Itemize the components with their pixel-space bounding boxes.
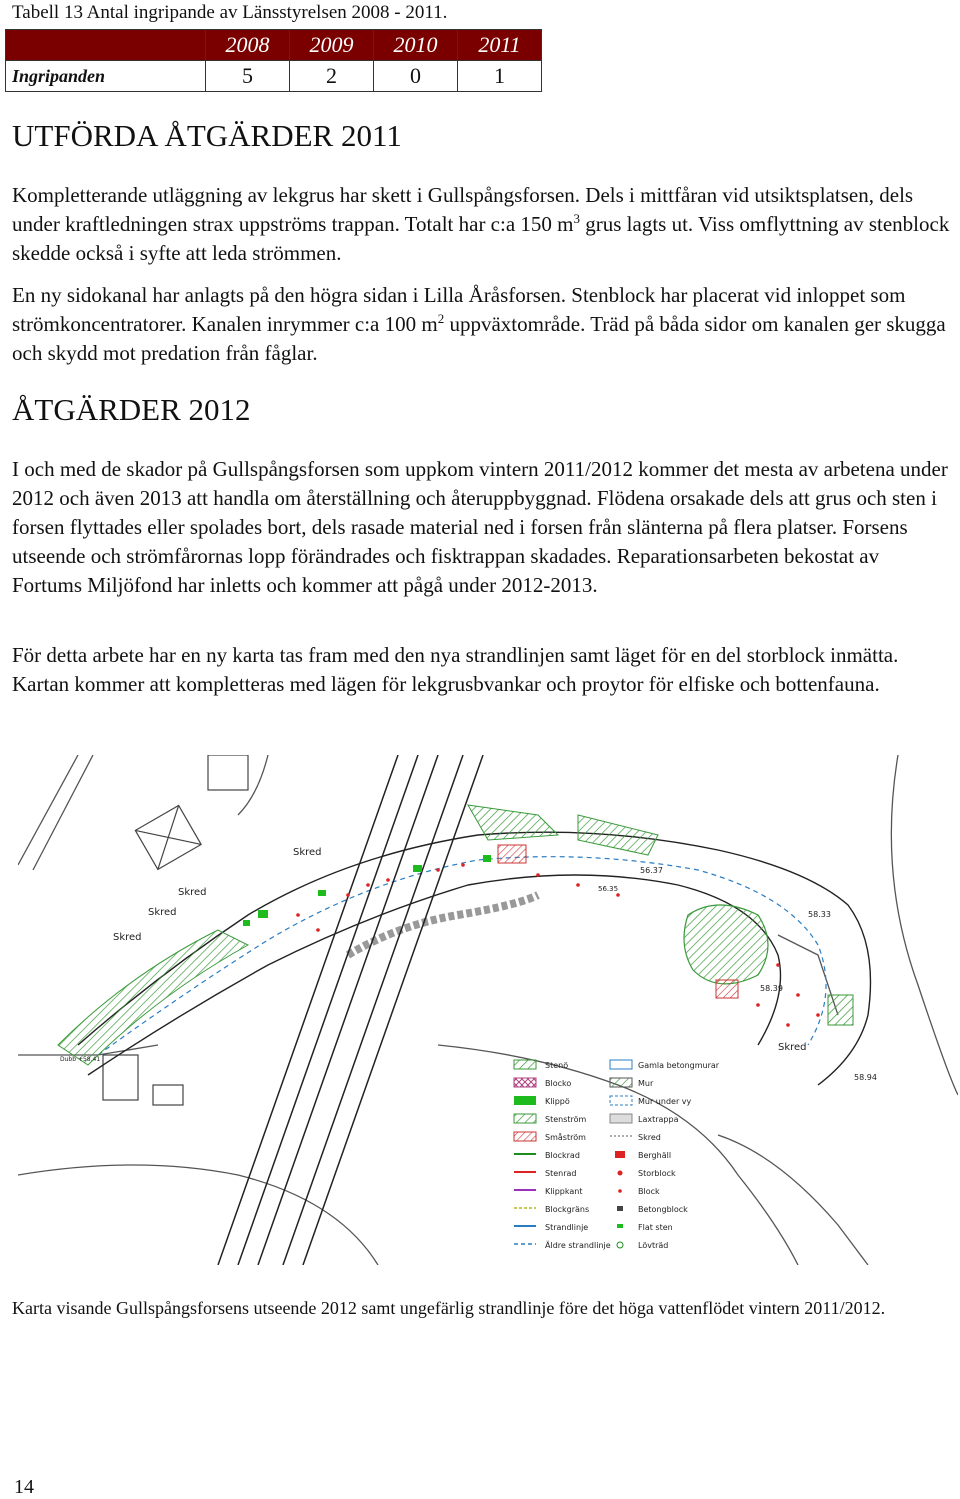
legend-item: Äldre strandlinje <box>545 1241 611 1250</box>
legend-item: Småström <box>545 1133 586 1142</box>
stone-island <box>684 905 768 984</box>
red-hatch-area <box>498 845 526 863</box>
map-small-label: 56.35 <box>598 885 619 893</box>
legend-item: Mur <box>638 1079 654 1088</box>
page-number: 14 <box>14 1476 34 1498</box>
legend-swatch <box>617 1224 623 1228</box>
superscript: 3 <box>573 211 580 226</box>
paragraph-gravel <box>12 181 952 268</box>
paragraph-text: grus lagts ut. Viss omflyttning av stenblock skedde också i syfte att leda strömmen. <box>12 212 950 265</box>
legend-item: Laxtrappa <box>638 1115 679 1124</box>
legend-swatch <box>617 1242 623 1248</box>
red-hatch-area <box>716 980 738 998</box>
table-cell: 1 <box>458 61 542 92</box>
superscript: 2 <box>437 311 445 326</box>
table-row-label: Ingripanden <box>6 61 206 92</box>
paragraph-text: Kompletterande utläggning av lekgrus har skett i Gullspångsforsen. Dels i mittfåran vid utsiktsplatsen, dels under kraftledningen strax uppströms trappan. Totalt har c:a 150 m <box>12 183 914 236</box>
legend-swatch <box>514 1096 536 1105</box>
legend-swatch <box>514 1060 536 1069</box>
table-header-year: 2011 <box>458 30 542 61</box>
legend-item: Block <box>638 1187 660 1196</box>
river-map <box>18 755 958 1265</box>
legend-item: Flat sten <box>638 1223 673 1232</box>
legend-item: Klippö <box>545 1097 570 1106</box>
paragraph-new-map: För detta arbete har en ny karta tas fram med den nya strandlinjen samt läget för en del storblock inmätta. Kartan kommer att kompletteras med lägen för lekgrusbvankar och proytor för elfiske och bottenfauna. <box>12 643 899 696</box>
table-cell: 5 <box>206 61 290 92</box>
table-row <box>6 61 542 92</box>
stone-bank-hatching <box>578 815 658 855</box>
legend-item: Strandlinje <box>545 1223 589 1232</box>
legend-item: Stenö <box>545 1061 569 1070</box>
stone-patch <box>828 995 853 1025</box>
legend-item: Gamla betongmurar <box>638 1061 720 1070</box>
legend-item: Berghäll <box>638 1151 672 1160</box>
table-caption: Tabell 13 Antal ingripande av Länsstyrelsen 2008 - 2011. <box>12 2 448 23</box>
table-header-year: 2010 <box>374 30 458 61</box>
map-label-skred: Skred <box>113 932 142 943</box>
table-cell: 0 <box>374 61 458 92</box>
map-label-skred: Skred <box>148 907 177 918</box>
map-elevation: 58.33 <box>808 910 831 919</box>
legend-item: Storblock <box>638 1169 676 1178</box>
legend-item: Betongblock <box>638 1205 688 1214</box>
legend-item: Stenrad <box>545 1169 577 1178</box>
table-header-blank <box>6 30 206 61</box>
legend-swatch <box>514 1114 536 1123</box>
paragraph-side-channel <box>12 281 952 368</box>
legend-item: Lövträd <box>638 1241 669 1250</box>
paragraph-text: uppväxtområde. Träd på båda sidor om kanalen ger skugga och skydd mot predation från fåglar. <box>12 312 946 365</box>
map-elevation: 58.39 <box>760 984 783 993</box>
legend-item: Blocko <box>545 1079 572 1088</box>
section-heading-2012: ÅTGÄRDER 2012 <box>12 392 251 427</box>
power-lines <box>218 755 483 1265</box>
legend-swatch <box>514 1132 536 1141</box>
table-header-year: 2008 <box>206 30 290 61</box>
map-label-skred: Skred <box>293 847 322 858</box>
paragraph-text: En ny sidokanal har anlagts på den högra sidan i Lilla Åråsforsen. Stenblock har placerat vid inloppet som strömkoncentratorer. Kanalen inrymmer c:a 100 m <box>12 283 906 336</box>
fish-ladder <box>348 895 538 955</box>
paragraph-damage: I och med de skador på Gullspångsforsen som uppkom vintern 2011/2012 kommer det mesta av arbetena under 2012 och även 2013 att handla om återställning och återuppbyggnad. Flödena orsakade dels att grus och sten i forsen flyttades eller spolades bort, dels rasade material ned i forsen från slänterna på flera platser. Forsens utseende och strömfårornas lopp förändrades och fisktrappan skadades. Reparationsarbeten bekostat av Fortums Miljöfond har inletts och kommer att pågå under 2012-2013. <box>12 457 948 597</box>
legend-swatch <box>610 1096 632 1105</box>
map-label-skred: Skred <box>778 1042 807 1053</box>
map-small-label: Dubb +58.41 <box>60 1056 101 1063</box>
statistics-table <box>5 29 542 92</box>
legend-item: Skred <box>638 1133 661 1142</box>
legend-item: Stenström <box>545 1115 587 1124</box>
legend-swatch <box>514 1078 536 1087</box>
map-caption: Karta visande Gullspångsforsens utseende 2012 samt ungefärlig strandlinje före det höga vattenflödet vintern 2011/2012. <box>12 1298 886 1318</box>
map-legend <box>514 1060 720 1250</box>
legend-item: Blockgräns <box>545 1205 590 1214</box>
legend-swatch <box>618 1189 622 1193</box>
legend-swatch <box>610 1060 632 1069</box>
legend-item: Blockrad <box>545 1151 580 1160</box>
legend-item: Klippkant <box>545 1187 583 1196</box>
legend-left-column <box>514 1060 611 1250</box>
legend-swatch <box>618 1171 623 1176</box>
legend-swatch <box>610 1078 632 1087</box>
table-header-row <box>6 30 542 61</box>
table-header-year: 2009 <box>290 30 374 61</box>
map-elevation: 56.37 <box>640 866 663 875</box>
map-elevation: 58.94 <box>854 1073 877 1082</box>
legend-swatch <box>610 1114 632 1123</box>
legend-swatch <box>615 1151 625 1158</box>
legend-swatch <box>617 1206 623 1211</box>
legend-item: Mur under vy <box>638 1097 692 1106</box>
stone-bank-hatching <box>58 930 248 1065</box>
map-label-skred: Skred <box>178 887 207 898</box>
section-heading-2011: UTFÖRDA ÅTGÄRDER 2011 <box>12 118 402 153</box>
table-cell: 2 <box>290 61 374 92</box>
